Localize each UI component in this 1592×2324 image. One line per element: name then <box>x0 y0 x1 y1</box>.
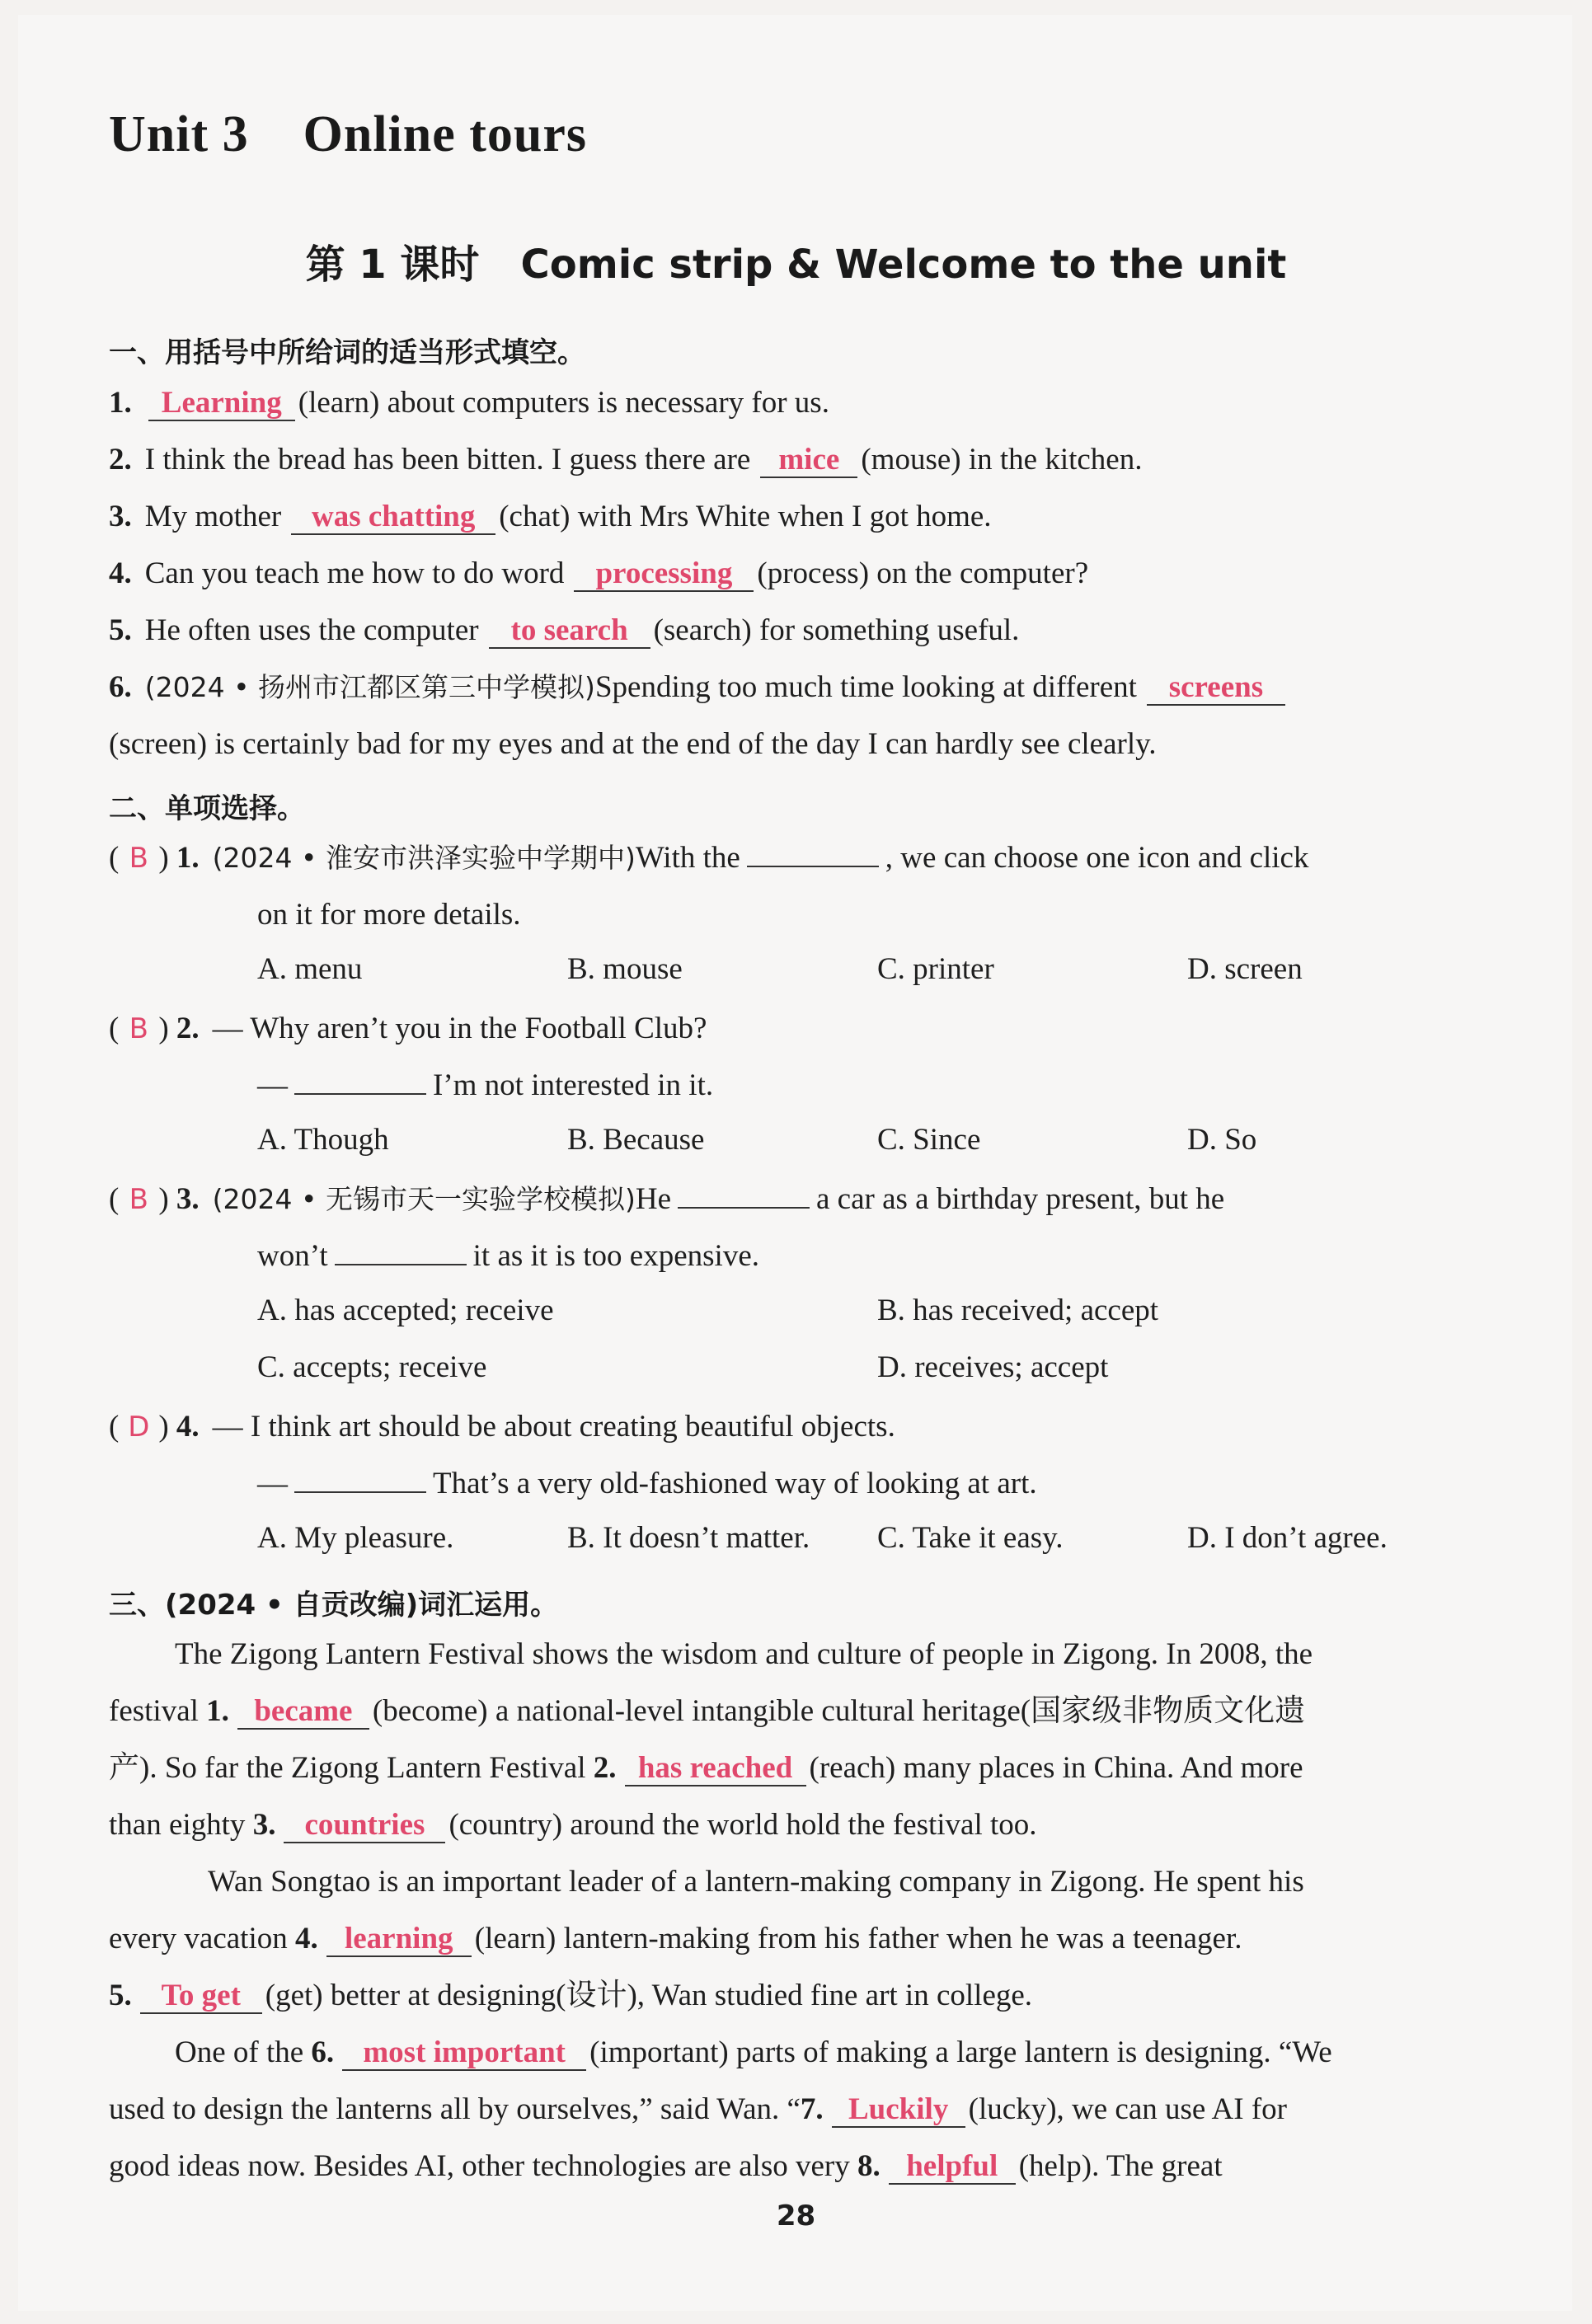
answer-text: became <box>254 1694 353 1728</box>
answer-text: to search <box>510 613 628 647</box>
s1-item-2: 2. I think the bread has been bitten. I guess there are mice (mouse) in the kitchen. <box>109 443 1143 477</box>
option-d: D. screen <box>1187 952 1303 986</box>
passage-p2-l1: Wan Songtao is an important leader of a lantern-making company in Zigong. He spent his <box>208 1865 1304 1899</box>
blank-line <box>747 841 879 867</box>
passage-p2-l3: 5. To get (get) better at designing(设计), Wan studied fine art in college. <box>109 1979 1033 2012</box>
passage-p3-l1: One of the 6. most important (important) parts of making a large lantern is designing. “We <box>175 2035 1332 2069</box>
passage-p1-l2: festival 1. became (become) a national-level intangible cultural heritage(国家级非物质文化遗 <box>109 1694 1306 1728</box>
option-b: B. has received; accept <box>877 1293 1159 1327</box>
option-b: B. Because <box>567 1123 705 1157</box>
section2-heading: 二、单项选择。 <box>109 792 305 825</box>
s1-item-4: 4. Can you teach me how to do word processing (process) on the computer? <box>109 556 1089 590</box>
section3-heading: 三、(2024 • 自贡改编)词汇运用。 <box>109 1589 559 1622</box>
passage-p1-l1: The Zigong Lantern Festival shows the wisdom and culture of people in Zigong. In 2008, the <box>175 1637 1313 1671</box>
source-note: (2024 • 无锡市天一实验学校模拟) <box>212 1183 636 1215</box>
blank-line <box>294 1467 426 1493</box>
mc-question-3: ( B ) 3. (2024 • 无锡市天一实验学校模拟)He a car as a birthday present, but he <box>109 1179 1501 1220</box>
source-note: (2024 • 淮安市洪泽实验中学期中) <box>212 842 636 874</box>
s1-item-6-cont: (screen) is certainly bad for my eyes and at the end of the day I can hardly see clearly. <box>109 727 1157 761</box>
mc-question-1: ( B ) 1. (2024 • 淮安市洪泽实验中学期中)With the , we can choose one icon and click <box>109 838 1501 879</box>
passage-p2-l2: every vacation 4. learning (learn) lantern-making from his father when he was a teenager. <box>109 1922 1242 1955</box>
answer-text: has reached <box>637 1751 793 1785</box>
answer-text: Learning <box>161 386 282 420</box>
mc-q4-line2: — That’s a very old-fashioned way of looking at art. <box>257 1467 1037 1500</box>
answer-text: screens <box>1168 670 1264 704</box>
choice-answer: B <box>129 1012 148 1045</box>
choice-answer: B <box>129 842 148 875</box>
s1-item-6: 6. (2024 • 扬州市江都区第三中学模拟)Spending too much time looking at different screens <box>109 667 1501 708</box>
option-a: A. menu <box>257 952 363 986</box>
option-d: D. I don’t agree. <box>1187 1521 1388 1555</box>
passage-p3-l3: good ideas now. Besides AI, other technologies are also very 8. helpful (help). The great <box>109 2149 1223 2183</box>
choice-answer: B <box>129 1183 148 1216</box>
option-a: A. has accepted; receive <box>257 1293 554 1327</box>
mc-q2-line2: — I’m not interested in it. <box>257 1068 714 1102</box>
option-b: B. It doesn’t matter. <box>567 1521 810 1555</box>
s1-item-5: 5. He often uses the computer to search (search) for something useful. <box>109 613 1020 647</box>
answer-text: was chatting <box>312 500 476 533</box>
option-c: C. printer <box>877 952 994 986</box>
passage-p3-l2: used to design the lanterns all by ourselves,” said Wan. “7. Luckily (lucky), we can use AI for <box>109 2092 1287 2126</box>
source-note: (2024 • 扬州市江都区第三中学模拟) <box>144 671 595 703</box>
option-a: A. Though <box>257 1123 389 1157</box>
answer-text: Luckily <box>848 2092 949 2126</box>
passage-p1-l4: than eighty 3. countries (country) around the world hold the festival too. <box>109 1808 1037 1842</box>
s1-item-3: 3. My mother was chatting (chat) with Mrs White when I got home. <box>109 500 992 533</box>
mc-question-4: ( D ) 4. — I think art should be about creating beautiful objects. <box>109 1406 1501 1448</box>
answer-text: To get <box>161 1979 241 2012</box>
option-c: C. Take it easy. <box>877 1521 1064 1555</box>
answer-text: countries <box>304 1808 425 1842</box>
option-a: A. My pleasure. <box>257 1521 454 1555</box>
option-d: D. receives; accept <box>877 1350 1109 1384</box>
blank-line <box>294 1068 426 1095</box>
page-number: 28 <box>776 2200 816 2232</box>
passage-p1-l3: 产). So far the Zigong Lantern Festival 2. has reached (reach) many places in China. And more <box>109 1751 1303 1785</box>
lesson-title: 第 1 课时 Comic strip & Welcome to the unit <box>305 242 1287 288</box>
answer-text: most important <box>363 2035 566 2069</box>
mc-question-2: ( B ) 2. — Why aren’t you in the Football Club? <box>109 1008 1501 1049</box>
s1-item-1: 1. Learning (learn) about computers is necessary for us. <box>109 386 829 420</box>
unit-title: Unit 3 Online tours <box>109 106 588 162</box>
blank-line <box>678 1182 810 1209</box>
option-c: C. Since <box>877 1123 981 1157</box>
answer-text: learning <box>344 1922 453 1955</box>
option-b: B. mouse <box>567 952 683 986</box>
mc-q3-line2: won’t it as it is too expensive. <box>257 1239 760 1273</box>
choice-answer: D <box>128 1411 150 1444</box>
answer-text: helpful <box>906 2149 998 2183</box>
answer-text: mice <box>778 443 840 477</box>
answer-text: processing <box>595 556 733 590</box>
blank-line <box>335 1239 467 1265</box>
mc-q1-cont: on it for more details. <box>257 898 521 932</box>
option-c: C. accepts; receive <box>257 1350 487 1384</box>
option-d: D. So <box>1187 1123 1257 1157</box>
section1-heading: 一、用括号中所给词的适当形式填空。 <box>109 336 585 369</box>
